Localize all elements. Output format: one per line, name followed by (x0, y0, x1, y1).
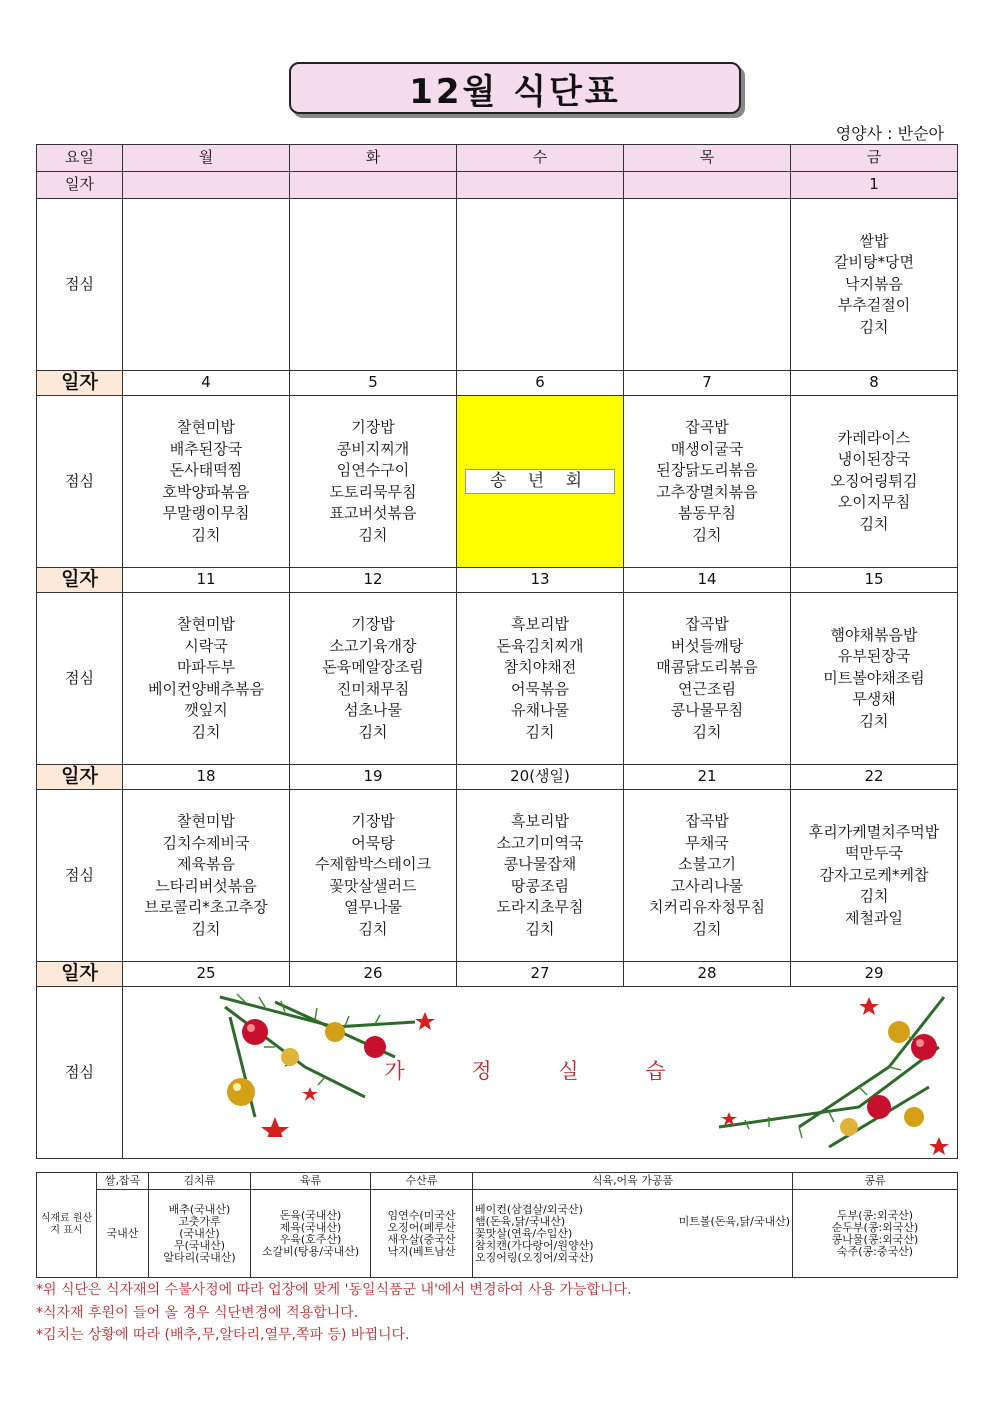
menu-cell (624, 790, 791, 962)
date-cell: 5 (290, 371, 457, 396)
menu-item: 기장밥 (351, 418, 395, 436)
menu-item: 도라지초무침 (496, 898, 584, 916)
menu-item: 오징어링튀김 (830, 471, 918, 490)
menu-item: 어묵볶음 (511, 679, 569, 698)
date-cell: 11 (123, 568, 290, 593)
lunch-row-week-5 (37, 987, 958, 1159)
origin-seafood (371, 1190, 473, 1278)
date-cell: 8 (791, 371, 958, 396)
menu-item: 무말랭이무침 (162, 504, 250, 522)
lunch-row-week-1 (37, 199, 958, 371)
origin-item: 오징어(페루산 (387, 1220, 456, 1234)
nutritionist: 영양사 : 반순아 (835, 124, 944, 143)
date-row-week-3 (37, 568, 958, 593)
menu-item: 카레라이스 (837, 428, 911, 447)
menu-item: 소불고기 (678, 855, 736, 873)
menu-item: 잡곡밥 (685, 418, 729, 436)
origin-header-row (37, 1173, 958, 1190)
date-cell (290, 172, 457, 199)
menu-item: 수제함박스테이크 (315, 855, 431, 873)
menu-item: 진미채무침 (336, 679, 410, 698)
origin-item: 배추(국내산) (168, 1202, 231, 1216)
menu-item: 낙지볶음 (845, 274, 903, 293)
lunch-label: 점심 (37, 987, 123, 1159)
menu-item: 제육볶음 (177, 855, 235, 873)
origin-item: 우육(호주산) (279, 1232, 342, 1246)
date-cell: 21 (624, 765, 791, 790)
menu-item: 섬초나물 (344, 701, 402, 719)
menu-item: 김치 (525, 722, 555, 741)
date-label: 일자 (37, 765, 123, 790)
origin-rice: 국내산 (97, 1190, 149, 1278)
date-cell: 28 (624, 962, 791, 987)
menu-item: 콩비지찌개 (336, 439, 410, 458)
menu-cell (624, 199, 791, 371)
menu-item: 감자고로케*케찹 (819, 865, 929, 884)
menu-cell (791, 593, 958, 765)
menu-item: 흑보리밥 (511, 812, 569, 830)
menu-item: 치커리유자청무침 (649, 898, 765, 916)
menu-item: 유부된장국 (837, 647, 911, 666)
menu-item: 땅콩조림 (511, 876, 569, 895)
day-wed: 수 (457, 145, 624, 172)
menu-cell (123, 199, 290, 371)
menu-item: 미트볼야채조림 (823, 668, 925, 687)
origin-item: 제육(국내산) (279, 1220, 342, 1234)
menu-item: 호박양파볶음 (162, 482, 250, 501)
origin-item: 두부(콩:외국산) (836, 1208, 914, 1222)
menu-item: 임연수구이 (336, 461, 410, 479)
date-cell: 1 (791, 172, 958, 199)
date-cell: 29 (791, 962, 958, 987)
lunch-label: 점심 (37, 790, 123, 962)
date-row-week-1 (37, 172, 958, 199)
origin-item: 베이컨(삼겹살/외국산) (475, 1202, 583, 1216)
menu-cell (457, 199, 624, 371)
date-cell: 20(생일) (457, 765, 624, 790)
menu-item: 부추겉절이 (837, 296, 911, 315)
menu-item: 떡만두국 (845, 844, 903, 863)
menu-item: 김치 (859, 317, 889, 336)
menu-item: 김치 (692, 722, 722, 741)
menu-item: 열무나물 (344, 898, 402, 916)
menu-item: 찰현미밥 (177, 812, 235, 830)
menu-item: 버섯들깨탕 (670, 636, 744, 655)
origin-label: 식재료 원산지 표시 (37, 1173, 97, 1278)
menu-item: 참치야채전 (503, 658, 577, 676)
lunch-row-week-3 (37, 593, 958, 765)
menu-item: 연근조림 (678, 679, 736, 698)
menu-item: 김치 (358, 722, 388, 741)
home-training-cell (123, 987, 958, 1159)
origin-kimchi (149, 1190, 251, 1278)
origin-header-beans: 콩류 (793, 1173, 958, 1190)
note-item: *위 식단은 식자재의 수불사정에 따라 업장에 맞게 '동일식품군 내'에서 변경하여 사용 가능합니다. (36, 1282, 632, 1298)
menu-item: 콩나물무침 (670, 701, 744, 719)
origin-header-processed: 식육,어육 가공품 (473, 1173, 793, 1190)
menu-cell (290, 199, 457, 371)
menu-item: 무채국 (685, 833, 729, 852)
origin-item: 오징어링(오징어/외국산) (475, 1250, 594, 1264)
page-title: 12월 식단표 (289, 62, 741, 114)
origin-item: (국내산) (179, 1226, 220, 1240)
origin-item: 순두부(콩:외국산) (831, 1220, 919, 1234)
day-tue: 화 (290, 145, 457, 172)
christmas-decoration-right (709, 987, 949, 1157)
date-cell: 19 (290, 765, 457, 790)
origin-header-meat: 육류 (251, 1173, 371, 1190)
lunch-label: 점심 (37, 396, 123, 568)
origin-item: 고춧가루 (178, 1214, 221, 1228)
origin-item: 알타리(국내산) (163, 1250, 236, 1264)
menu-item: 김치 (525, 919, 555, 938)
menu-item: 브로콜리*초고추장 (144, 898, 268, 916)
day-mon: 월 (123, 145, 290, 172)
menu-item: 김치 (191, 722, 221, 741)
date-row-week-2 (37, 371, 958, 396)
menu-item: 꽃맛살샐러드 (329, 876, 417, 895)
menu-cell (791, 396, 958, 568)
menu-item: 돈육김치찌개 (496, 636, 584, 655)
origin-header-kimchi: 김치류 (149, 1173, 251, 1190)
menu-item: 콩나물잡채 (503, 855, 577, 873)
menu-cell (290, 790, 457, 962)
date-cell: 13 (457, 568, 624, 593)
date-cell: 4 (123, 371, 290, 396)
lunch-label: 점심 (37, 593, 123, 765)
menu-item: 김치 (859, 887, 889, 906)
notes (36, 1279, 632, 1347)
menu-item: 유채나물 (511, 701, 569, 719)
origin-item: 소갈비(탕용/국내산) (261, 1244, 360, 1258)
menu-item: 도토리묵무침 (329, 482, 417, 501)
origin-item: 돈육(국내산) (279, 1208, 342, 1222)
menu-item: 오이지무침 (837, 493, 911, 512)
menu-item: 잡곡밥 (685, 615, 729, 633)
menu-item: 소고기육개장 (329, 636, 417, 655)
origin-item: 무(국내산) (173, 1238, 226, 1252)
menu-item: 느타리버섯볶음 (155, 876, 257, 895)
menu-cell (290, 396, 457, 568)
menu-item: 김치 (692, 525, 722, 544)
origin-table (36, 1172, 958, 1278)
origin-header-seafood: 수산류 (371, 1173, 473, 1190)
date-label: 일자 (37, 962, 123, 987)
menu-item: 돈사태떡찜 (169, 461, 243, 479)
day-thu: 목 (624, 145, 791, 172)
date-label: 일자 (37, 172, 123, 199)
menu-item: 김치 (859, 711, 889, 730)
note-item: *김치는 상황에 따라 (배추,무,알타리,열무,쪽파 등) 바뀝니다. (36, 1327, 410, 1343)
menu-item: 냉이된장국 (837, 450, 911, 469)
origin-values-row (37, 1190, 958, 1278)
menu-item: 고사리나물 (670, 876, 744, 895)
menu-cell (624, 593, 791, 765)
menu-item: 김치 (358, 525, 388, 544)
date-cell (123, 172, 290, 199)
origin-processed-meatball: 미트볼(돈육,닭/국내산) (678, 1214, 790, 1228)
origin-processed-list (475, 1204, 594, 1264)
date-row-week-4 (37, 765, 958, 790)
menu-item: 표고버섯볶음 (329, 504, 417, 522)
menu-item: 김치 (358, 919, 388, 938)
menu-cell (123, 396, 290, 568)
menu-cell (624, 396, 791, 568)
origin-item: 참치캔(가다랑어/원양산) (475, 1238, 594, 1252)
menu-cell (290, 593, 457, 765)
origin-item: 햄(돈육,닭/국내산) (475, 1214, 566, 1228)
date-cell: 25 (123, 962, 290, 987)
menu-item: 무생채 (852, 690, 896, 709)
menu-item: 고추장멸치볶음 (656, 482, 758, 501)
menu-item: 갈비탕*당면 (834, 253, 914, 272)
menu-item: 찰현미밥 (177, 615, 235, 633)
day-label: 요일 (37, 145, 123, 172)
menu-item: 베이컨양배추볶음 (148, 679, 264, 698)
menu-cell (791, 199, 958, 371)
menu-item: 햄야채볶음밥 (830, 625, 918, 644)
date-cell: 14 (624, 568, 791, 593)
origin-item: 숙주(콩:중국산) (836, 1244, 914, 1258)
menu-item: 기장밥 (351, 812, 395, 830)
christmas-decoration-left (215, 987, 445, 1137)
menu-item: 매콤닭도리볶음 (656, 658, 758, 676)
origin-item: 콩나물(콩:외국산) (831, 1232, 919, 1246)
menu-item: 김치 (191, 525, 221, 544)
menu-item: 김치 (692, 919, 722, 938)
lunch-row-week-2 (37, 396, 958, 568)
origin-meat (251, 1190, 371, 1278)
menu-item: 봄동무침 (678, 504, 736, 522)
farewell-party-label: 송 년 회 (465, 469, 615, 495)
menu-item: 기장밥 (351, 615, 395, 633)
menu-item: 매생이굴국 (670, 439, 744, 458)
menu-item: 쌀밥 (859, 231, 889, 250)
origin-processed (473, 1190, 793, 1278)
origin-item: 새우살(중국산 (387, 1232, 456, 1246)
menu-cell (123, 593, 290, 765)
day-header-row (37, 145, 958, 172)
menu-item: 김치 (859, 514, 889, 533)
menu-item: 김치 (191, 919, 221, 938)
date-label: 일자 (37, 371, 123, 396)
menu-item: 돈육메알장조림 (322, 658, 424, 676)
lunch-row-week-4 (37, 790, 958, 962)
date-cell: 22 (791, 765, 958, 790)
menu-item: 깻잎지 (184, 701, 228, 719)
origin-beans (793, 1190, 958, 1278)
date-cell: 18 (123, 765, 290, 790)
date-cell (624, 172, 791, 199)
date-cell: 26 (290, 962, 457, 987)
date-cell: 6 (457, 371, 624, 396)
menu-item: 찰현미밥 (177, 418, 235, 436)
menu-cell (457, 593, 624, 765)
lunch-label: 점심 (37, 199, 123, 371)
menu-item: 시락국 (184, 636, 228, 655)
menu-item: 김치수제비국 (162, 833, 250, 852)
menu-item: 마파두부 (177, 658, 235, 676)
origin-header-rice: 쌀,잡곡 (97, 1173, 149, 1190)
date-row-week-5 (37, 962, 958, 987)
origin-item: 임연수(미국산 (387, 1208, 456, 1222)
menu-table (36, 144, 958, 1159)
origin-item: 낙지(베트남산 (387, 1244, 456, 1258)
origin-item: 꽃맛살(연육/수입산) (475, 1226, 573, 1240)
menu-item: 어묵탕 (351, 833, 395, 852)
note-item: *식자재 후원이 들어 올 경우 식단변경에 적용합니다. (36, 1304, 359, 1321)
date-cell: 27 (457, 962, 624, 987)
menu-item: 배추된장국 (169, 439, 243, 458)
date-cell: 12 (290, 568, 457, 593)
menu-item: 소고기미역국 (496, 833, 584, 852)
date-label: 일자 (37, 568, 123, 593)
menu-cell (791, 790, 958, 962)
menu-cell (457, 790, 624, 962)
date-cell: 7 (624, 371, 791, 396)
date-cell (457, 172, 624, 199)
menu-item: 흑보리밥 (511, 615, 569, 633)
day-fri: 금 (791, 145, 958, 172)
menu-item: 제철과일 (845, 908, 903, 927)
menu-item: 잡곡밥 (685, 812, 729, 830)
home-training-text: 가 정 실 습 (384, 1058, 696, 1083)
date-cell: 15 (791, 568, 958, 593)
farewell-party-cell (457, 396, 624, 568)
menu-item: 후리가케멸치주먹밥 (808, 822, 940, 841)
menu-item: 된장닭도리볶음 (656, 461, 758, 479)
menu-cell (123, 790, 290, 962)
